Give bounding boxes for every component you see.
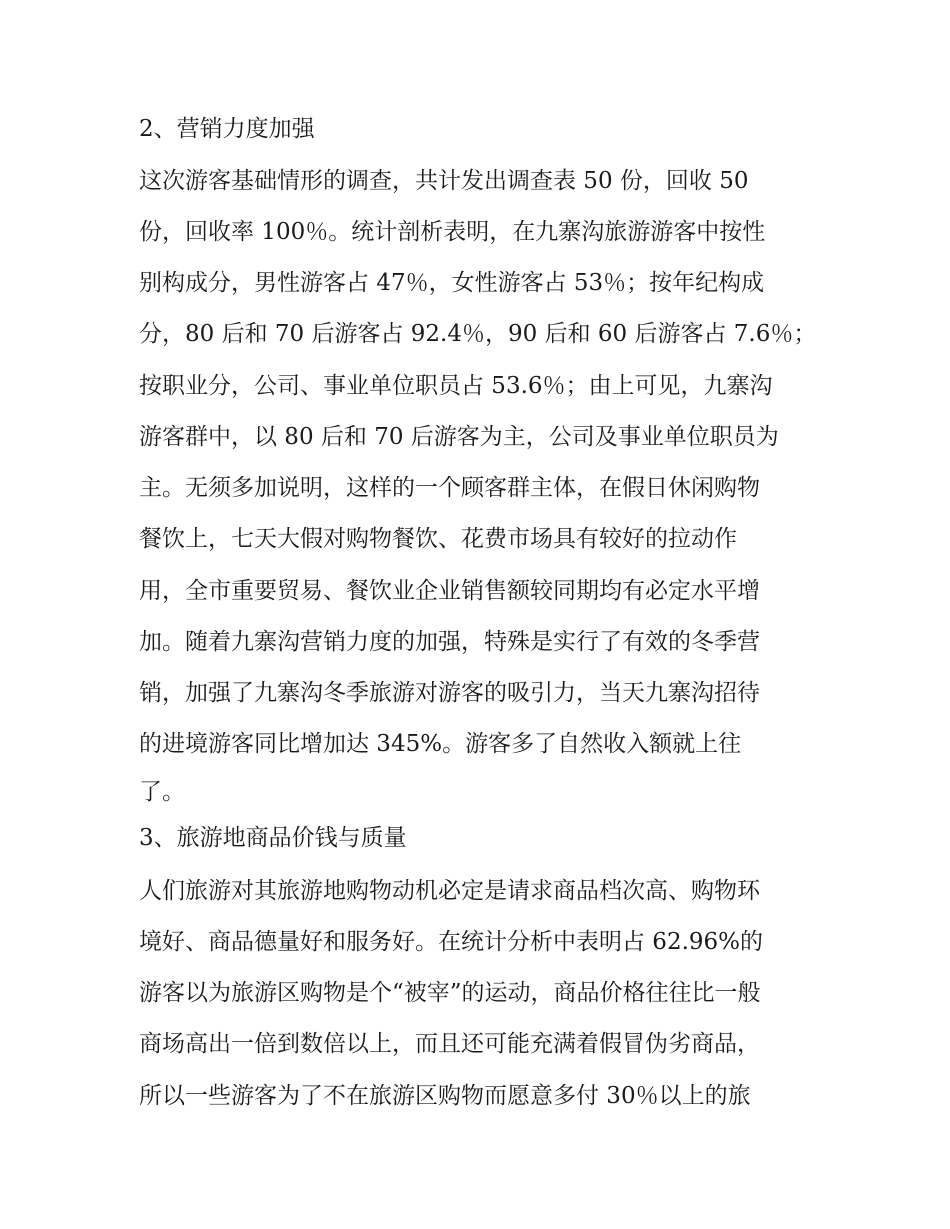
- paragraph-line: 境好、商品德量好和服务好。在统计分析中表明占 62.96%的: [139, 929, 764, 955]
- paragraph-line: 游客以为旅游区购物是个“被宰”的运动，商品价格往往比一般: [139, 980, 761, 1006]
- paragraph-line: 的进境游客同比增加达 345%。游客多了自然收入额就上往: [139, 731, 742, 757]
- heading-goods-price-quality: 3、旅游地商品价钱与质量: [139, 825, 407, 851]
- paragraph-line: 餐饮上，七天大假对购物餐饮、花费市场具有较好的拉动作: [139, 526, 737, 552]
- paragraph-line: 分，80 后和 70 后游客占 92.4％，90 后和 60 后游客占 7.6％；: [139, 321, 817, 347]
- paragraph-line: 商场高出一倍到数倍以上，而且还可能充满着假冒伪劣商品，: [139, 1031, 760, 1057]
- paragraph-line: 用，全市重要贸易、餐饮业企业销售额较同期均有必定水平增: [139, 578, 760, 604]
- paragraph-line: 主。无须多加说明，这样的一个顾客群主体，在假日休闲购物: [139, 475, 760, 501]
- heading-marketing: 2、营销力度加强: [139, 116, 315, 142]
- paragraph-line: 份，回收率 100％。统计剖析表明，在九寨沟旅游游客中按性: [139, 219, 766, 245]
- paragraph-line: 人们旅游对其旅游地购物动机必定是请求商品档次高、购物环: [139, 878, 760, 904]
- paragraph-line: 按职业分，公司、事业单位职员占 53.6％；由上可见，九寨沟: [139, 373, 773, 399]
- paragraph-line: 游客群中，以 80 后和 70 后游客为主，公司及事业单位职员为: [139, 424, 779, 450]
- paragraph-line: 加。随着九寨沟营销力度的加强，特殊是实行了有效的冬季营: [139, 629, 760, 655]
- paragraph-line: 这次游客基础情形的调查，共计发出调查表 50 份，回收 50: [139, 168, 749, 194]
- paragraph-line: 别构成分，男性游客占 47％，女性游客占 53％；按年纪构成: [139, 270, 765, 296]
- paragraph-line: 了。: [139, 779, 185, 805]
- paragraph-line: 销，加强了九寨沟冬季旅游对游客的吸引力，当天九寨沟招待: [139, 680, 760, 706]
- paragraph-line: 所以一些游客为了不在旅游区购物而愿意多付 30％以上的旅: [139, 1083, 751, 1109]
